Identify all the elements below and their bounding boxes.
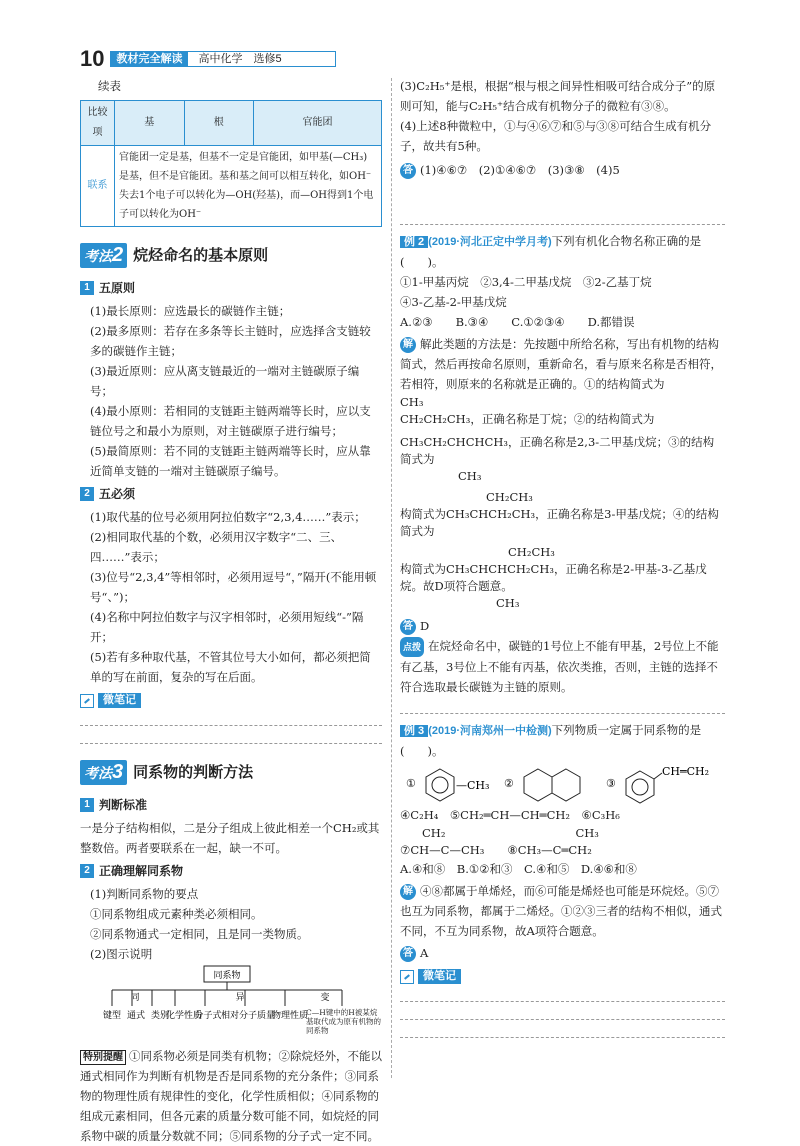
substituent: —CH₃ bbox=[456, 779, 490, 792]
section-rule bbox=[400, 224, 725, 225]
benzene-ring bbox=[426, 769, 454, 801]
paragraph: (5)最简原则：若不同的支链距主链两端等长时，应从靠近简单支链的一端对主链碳原子编号。 bbox=[90, 444, 371, 478]
paragraph: ②同系物通式一定相同，且是同一类物质。 bbox=[90, 927, 309, 941]
note-line[interactable] bbox=[400, 1020, 725, 1038]
paragraph: ①同系物组成元素种类必须相同。 bbox=[90, 907, 263, 921]
tree-leaf: 分子式 bbox=[194, 1011, 222, 1021]
solution-3: 解 ④⑧都属于单烯烃，而⑥可能是烯烃也可能是环烷烃。⑤⑦也互为同系物，都属于二烯烃。①②③三者的结构不相似，通式不同，不互为同系物，故A项符合题意。 bbox=[400, 884, 722, 938]
pencil-icon bbox=[400, 970, 414, 984]
table-header: 根 bbox=[184, 101, 254, 146]
notes-tag: 微笔记 bbox=[418, 969, 461, 984]
structure-label: ③ bbox=[606, 777, 616, 790]
structure-2: CH₃CH₂CHCHCH₃，正确名称是2,3-二甲基戊烷；③的结构简式为 CH₃ bbox=[400, 435, 715, 483]
example-choices: A.④和⑧ B.①②和③ C.④和⑤ D.④⑥和⑧ bbox=[400, 862, 637, 876]
series-tag: 教材完全解读 bbox=[110, 51, 188, 67]
pencil-icon bbox=[80, 694, 94, 708]
method-badge: 考法2 bbox=[80, 243, 127, 268]
right-column bbox=[400, 76, 725, 1038]
substituent: CH═CH₂ bbox=[662, 765, 710, 778]
tree-leaf: 键型 bbox=[102, 1011, 122, 1021]
paragraph: (3)位号“2,3,4”等相邻时，必须用逗号“，”隔开(不能用顿号“、”)； bbox=[90, 570, 377, 604]
example-tag: 例 3 bbox=[400, 725, 428, 737]
method-2-title bbox=[80, 243, 382, 268]
method-3-title bbox=[80, 760, 382, 785]
table-header: 比较项 bbox=[81, 101, 115, 146]
table-row-label: 联系 bbox=[81, 146, 115, 227]
method-name: 同系物的判断方法 bbox=[133, 763, 254, 781]
paragraph: (5)若有多种取代基，不管其位号大小如何，都必须把简单的写在前面，复杂的写在后面。 bbox=[90, 650, 371, 684]
note-line[interactable] bbox=[400, 984, 725, 1002]
section-heading: 1 判断标准 bbox=[80, 795, 382, 815]
page-number: 10 bbox=[80, 46, 105, 71]
benzene-structures bbox=[400, 761, 725, 805]
answer-3: 答 A bbox=[400, 943, 725, 963]
comparison-table bbox=[80, 100, 382, 227]
note-line[interactable] bbox=[80, 708, 382, 726]
answer-tag: 答 bbox=[400, 619, 416, 635]
example-options: ①1-甲基丙烷 ②3,4-二甲基戊烷 ③2-乙基丁烷 bbox=[400, 275, 652, 289]
structure-line: ④C₂H₄ ⑤CH₂═CH—CH═CH₂ ⑥C₃H₆ bbox=[400, 808, 620, 822]
table-continued-label: 续表 bbox=[98, 79, 121, 93]
structure-label: ① bbox=[406, 777, 416, 790]
paragraph: (3)C₂H₅⁺是根，根据“根与根之间异性相吸可结合成分子”的原则可知，能与C₂H₅⁺结合成有机物分子的微粒有③⑧。 bbox=[400, 79, 716, 113]
method-name: 烷烃命名的基本原则 bbox=[133, 246, 269, 264]
answer-2: 答 D bbox=[400, 616, 725, 636]
tree-leaf: 相对分子质量 bbox=[220, 1011, 276, 1021]
notes-bar bbox=[400, 969, 725, 984]
paragraph: (3)最近原则：应从离支链最近的一端对主链碳原子编号； bbox=[90, 364, 360, 398]
paragraph: (4)最小原则：若相同的支链距主链两端等长时，应以支链位号之和最小为原则，对主链碳原子进行编号； bbox=[90, 404, 371, 438]
tree-branch: 异 bbox=[235, 993, 245, 1003]
page-header bbox=[80, 48, 336, 70]
benzene-ring bbox=[626, 771, 654, 803]
section-heading: 2 正确理解同系物 bbox=[80, 861, 382, 881]
homolog-tree-diagram bbox=[80, 964, 382, 1044]
tree-root: 同系物 bbox=[213, 971, 241, 981]
section-heading: 2 五必须 bbox=[80, 484, 382, 504]
notes-tag: 微笔记 bbox=[98, 693, 141, 708]
example-3: 例 3 (2019·河南郑州一中检测)下列物质一定属于同系物的是( )。 bbox=[400, 723, 702, 758]
column-divider bbox=[391, 78, 392, 1078]
structure-3: CH₂CH₃ 构简式为CH₃CHCH₂CH₃，正确名称是3-甲基戊烷；④的结构简式为 bbox=[400, 490, 719, 538]
paragraph: (1)最长原则：应选最长的碳链作主链； bbox=[90, 304, 291, 318]
tip: 点拨 在烷烃命名中，碳链的1号位上不能有甲基，2号位上不能有乙基，3号位上不能有丙基，依次类推，否则，主链的选择不符合选取最长碳链为主链的原则。 bbox=[400, 639, 719, 694]
special-note-tag: 特别提醒 bbox=[80, 1050, 126, 1065]
example-source: (2019·河北正定中学月考) bbox=[428, 236, 552, 248]
section-heading: 1 五原则 bbox=[80, 278, 382, 298]
tip-tag: 点拨 bbox=[400, 637, 424, 657]
book-title: 高中化学 选修5 bbox=[188, 51, 336, 67]
solution-tag: 解 bbox=[400, 337, 416, 353]
example-options: ④3-乙基-2-甲基戊烷 bbox=[400, 295, 507, 309]
example-2: 例 2 (2019·河北正定中学月考)下列有机化合物名称正确的是( )。 bbox=[400, 234, 702, 269]
paragraph: 一是分子结构相似，二是分子组成上彼此相差一个CH₂或其整数倍。两者要联系在一起，缺一不可。 bbox=[80, 821, 380, 855]
paragraph: (2)图示说明 bbox=[90, 947, 153, 961]
tree-branch: 同 bbox=[130, 993, 140, 1003]
tree-leaf: 化学性质 bbox=[165, 1011, 203, 1021]
solution-tag: 解 bbox=[400, 884, 416, 900]
note-line[interactable] bbox=[400, 1002, 725, 1020]
example-choices: A.②③ B.③④ C.①②③④ D.都错误 bbox=[400, 315, 635, 329]
table-header: 基 bbox=[115, 101, 185, 146]
left-column bbox=[80, 76, 382, 1146]
structure-4: CH₂CH₃ 构简式为CH₃CHCHCH₂CH₃，正确名称是2-甲基-3-乙基戊烷。故D项符合题意。 CH₃ bbox=[400, 545, 707, 610]
answer-1: 答 (1)④⑥⑦ (2)①④⑥⑦ (3)③⑧ (4)5 bbox=[400, 160, 725, 180]
paragraph: (1)判断同系物的要点 bbox=[90, 887, 199, 901]
answer-tag: 答 bbox=[400, 163, 416, 179]
paragraph: (2)相同取代基的个数，必须用汉字数字“二、三、四……”表示； bbox=[90, 530, 343, 564]
method-badge: 考法3 bbox=[80, 760, 127, 785]
table-cell: 官能团一定是基，但基不一定是官能团，如甲基(—CH₃)是基，但不是官能团。基和基之间可以相互转化，如OH⁻失去1个电子可以转化为—OH(羟基)，而—OH得到1个电子可以转化为OH⁻ bbox=[115, 146, 382, 227]
tree-leaf: 通式 bbox=[126, 1011, 146, 1021]
naphthalene-ring bbox=[524, 769, 552, 801]
paragraph: (2)最多原则：若存在多条等长主链时，应选择含支链较多的碳链作主链； bbox=[90, 324, 371, 358]
tree-leaf: 类别 bbox=[150, 1011, 170, 1021]
example-source: (2019·河南郑州一中检测) bbox=[428, 725, 552, 737]
structure-label: ② bbox=[504, 777, 514, 790]
section-rule bbox=[400, 713, 725, 714]
note-line[interactable] bbox=[80, 726, 382, 744]
notes-bar bbox=[80, 693, 382, 708]
answer-tag: 答 bbox=[400, 946, 416, 962]
tree-branch: 变 bbox=[320, 993, 330, 1003]
example-tag: 例 2 bbox=[400, 236, 428, 248]
paragraph: (4)名称中阿拉伯数字与汉字相邻时，必须用短线“-”隔开； bbox=[90, 610, 364, 644]
structure-line: CH₂ CH₃ ⑦CH—C—CH₃ ⑧CH₃—C═CH₂ bbox=[400, 826, 599, 857]
structure-1: CH₃ CH₂CH₂CH₃，正确名称是丁烷；②的结构简式为 bbox=[400, 395, 655, 426]
table-header: 官能团 bbox=[254, 101, 382, 146]
special-note: 特别提醒 ①同系物必须是同类有机物；②除烷烃外，不能以通式相同作为判断有机物是否是同系物的充分条件；③同系物的物理性质有规律性的变化，化学性质相似；④同系物的组成元素相同，但各元素的质量分数可能不同，如烷烃的同系物中碳的质量分数就不同；⑤同系物的分子式一定不同。 bbox=[80, 1049, 382, 1143]
tree-leaf: C—H键中的H被某烷基取代成为原有机物的同系物 bbox=[306, 1008, 381, 1035]
paragraph: (1)取代基的位号必须用阿拉伯数字“2,3,4……”表示； bbox=[90, 510, 366, 524]
tree-leaf: 物理性质 bbox=[271, 1011, 309, 1021]
solution-2: 解 解此类题的方法是：先按题中所给名称，写出有机物的结构简式，然后再按命名原则，重新命名，看与原来名称是否相符，若相符，则原来的名称就是正确的。①的结构简式为 bbox=[400, 337, 722, 391]
paragraph: (4)上述8种微粒中，①与④⑥⑦和⑤与③⑧可结合生成有机分子，故共有5种。 bbox=[400, 119, 712, 153]
